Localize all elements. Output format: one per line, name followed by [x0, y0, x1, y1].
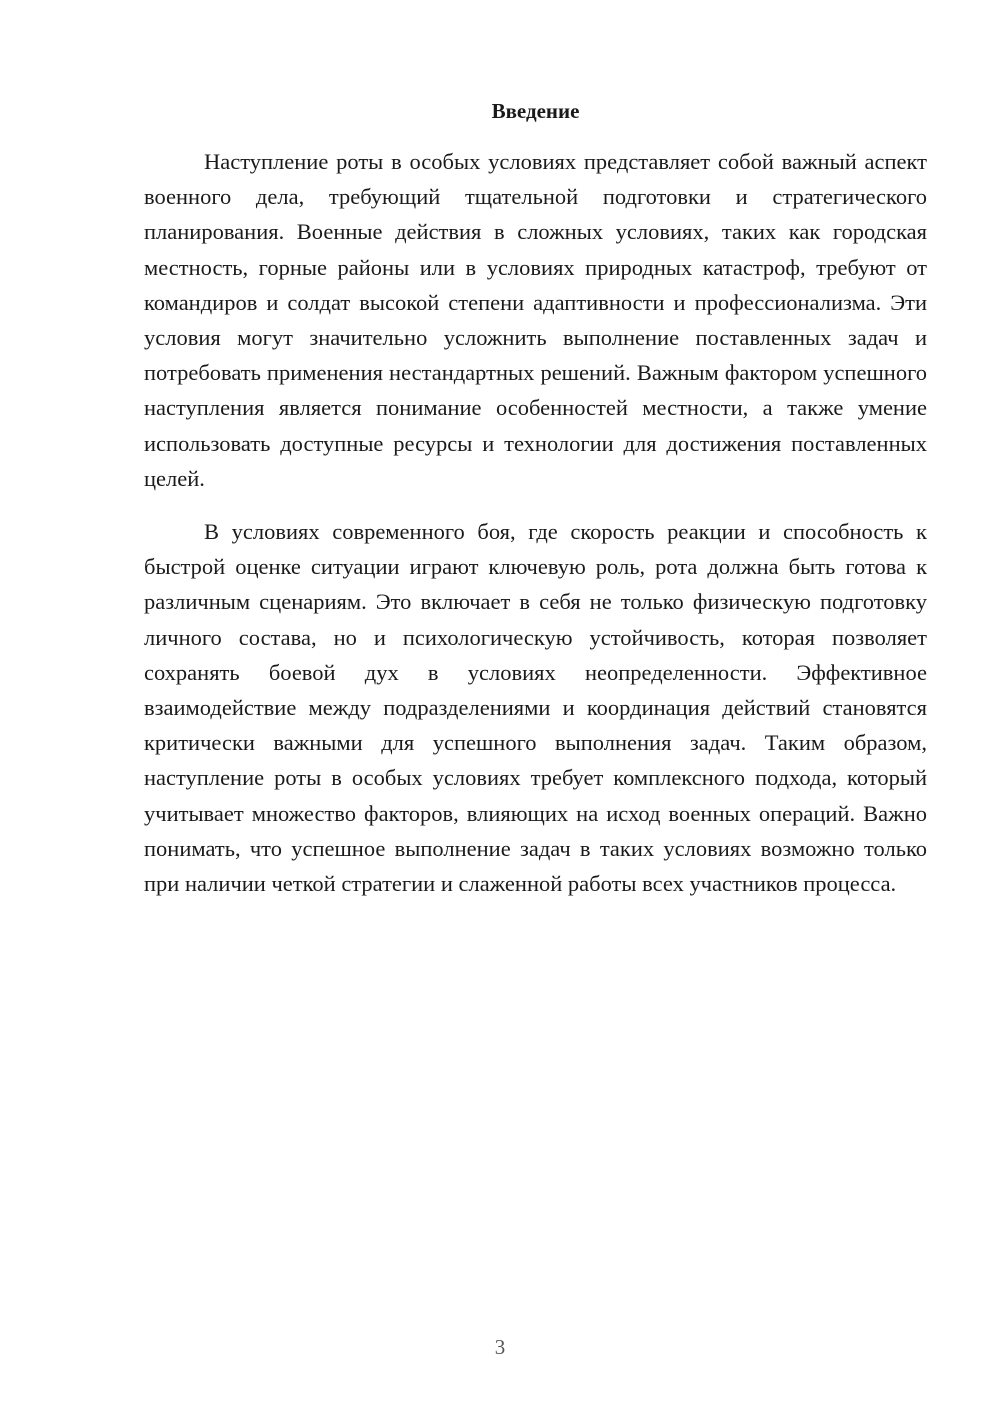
paragraph-1: Наступление роты в особых условиях представляет собой важный аспект военного дела, требующий тщательной подготовки и стратегического планирования. Военные действия в сложных условиях, таких как городская местность, горные районы или в условиях природных катастроф, требуют от командиров и солдат высокой степени адаптивности и профессионализма. Эти условия могут значительно усложнить выполнение поставленных задач и потребовать применения нестандартных решений. Важным фактором успешного наступления является понимание особенностей местности, а также умение использовать доступные ресурсы и технологии для достижения поставленных целей. [144, 149, 927, 491]
page-number: 3 [494, 1335, 506, 1359]
page-content [144, 96, 927, 901]
paragraph-2: В условиях современного боя, где скорость реакции и способность к быстрой оценке ситуации играют ключевую роль, рота должна быть готова к различным сценариям. Это включает в себя не только физическую подготовку личного состава, но и психологическую устойчивость, которая позволяет сохранять боевой дух в условиях неопределенности. Эффективное взаимодействие между подразделениями и координация действий становятся критически важными для успешного выполнения задач. Таким образом, наступление роты в особых условиях требует комплексного подхода, который учитывает множество факторов, влияющих на исход военных операций. Важно понимать, что успешное выполнение задач в таких условиях возможно только при наличии четкой стратегии и слаженной работы всех участников процесса. [144, 519, 927, 897]
section-heading: Введение [491, 99, 580, 123]
